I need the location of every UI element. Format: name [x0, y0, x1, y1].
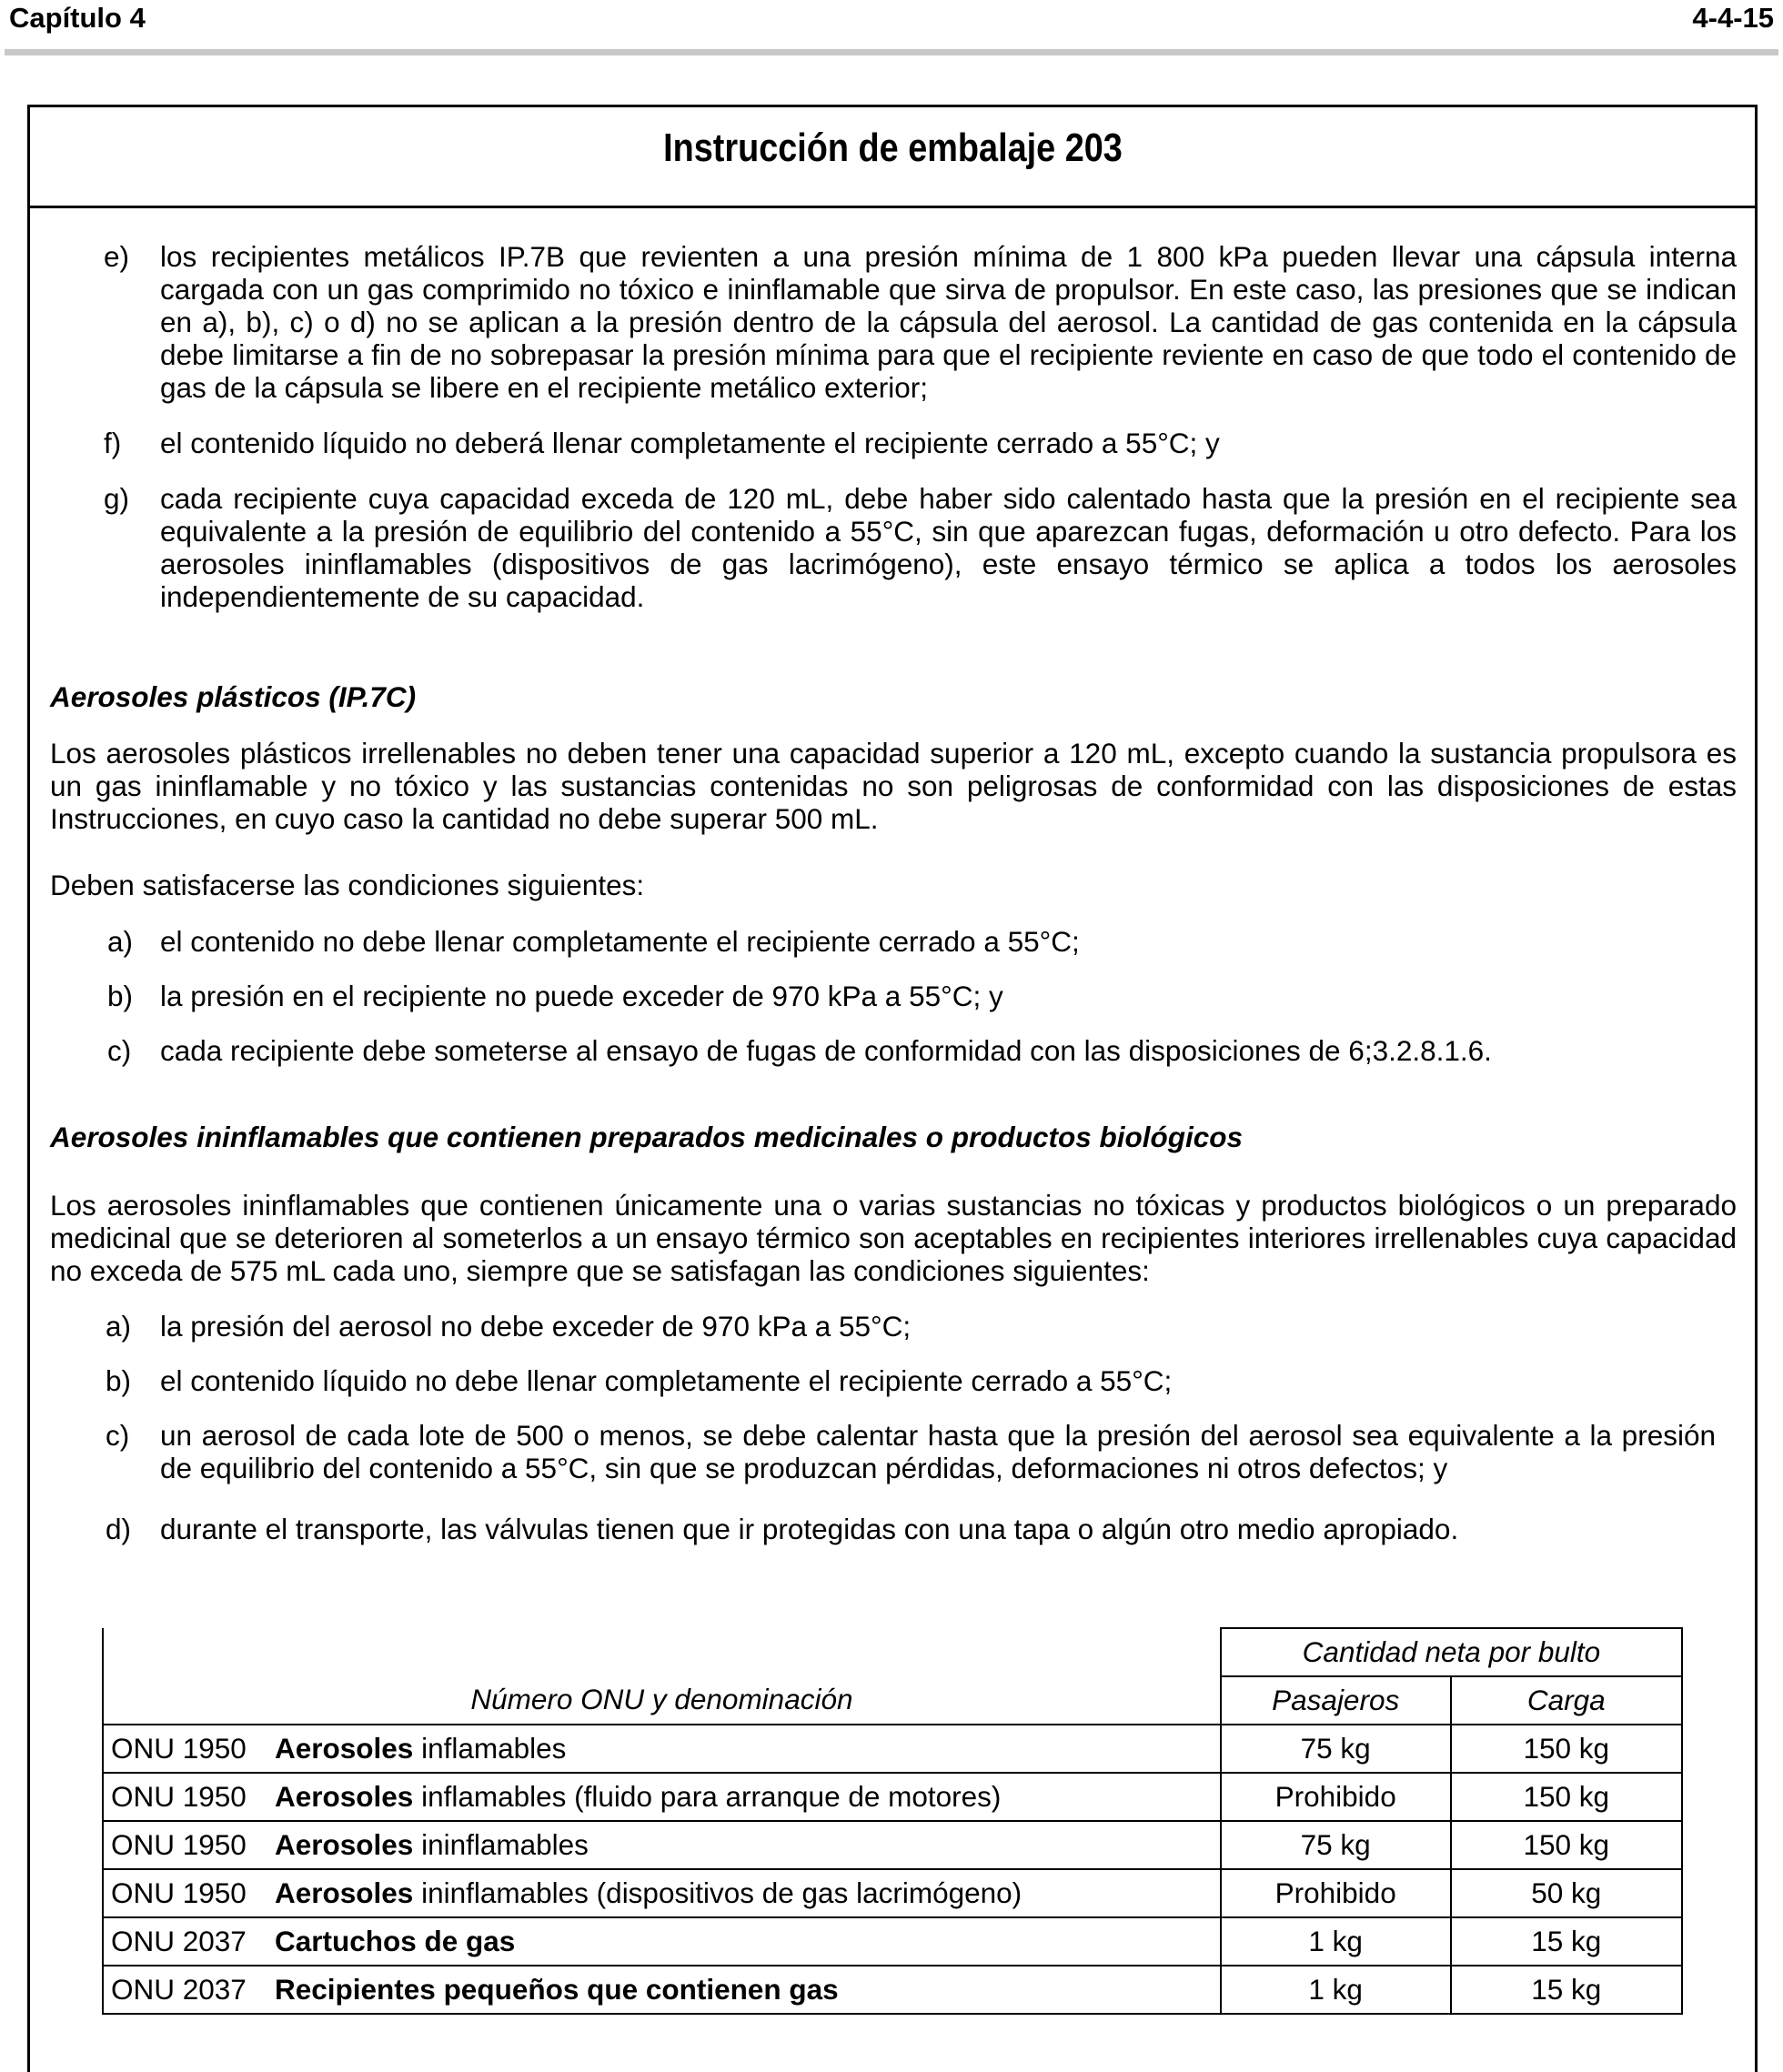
instruction-title: Instrucción de embalaje 203: [662, 126, 1123, 170]
un-number: ONU 2037: [111, 1925, 247, 1957]
table-cell-cargo: 150 kg: [1451, 1821, 1683, 1869]
substance-name: Recipientes pequeños que contienen gas: [275, 1973, 839, 2006]
list-item-text: cada recipiente debe someterse al ensayo de fugas de conformidad con las disposiciones de 6;3.2.8.1.6.: [160, 1034, 1492, 1067]
column-header-cargo: Carga: [1451, 1676, 1683, 1725]
table-row: [103, 1773, 1682, 1821]
un-number: ONU 1950: [111, 1876, 247, 1909]
list-item-text: un aerosol de cada lote de 500 o menos, se debe calentar hasta que la presión del aerosol sea equivalente a la presión de equilibrio del contenido a 55°C, sin que se produzcan pérdidas, deformaciones ni otros defectos; y: [160, 1419, 1716, 1484]
list-item-label: e): [104, 240, 130, 273]
section-heading: Aerosoles plásticos (IP.7C): [50, 680, 417, 713]
table-cell-cargo: 15 kg: [1451, 1966, 1683, 2014]
list-item-text: el contenido líquido no deberá llenar completamente el recipiente cerrado a 55°C; y: [160, 427, 1220, 459]
list-item-label: f): [104, 427, 122, 459]
quantity-table: [102, 1627, 1683, 2015]
list-item-label: c): [107, 1034, 132, 1067]
list-item-label: c): [106, 1419, 130, 1452]
substance-detail: ininflamables: [413, 1828, 589, 1861]
substance-detail: ininflamables (dispositivos de gas lacrimógeno): [413, 1876, 1022, 1909]
table-cell-cargo: 150 kg: [1451, 1725, 1683, 1773]
substance-name: Cartuchos de gas: [275, 1925, 516, 1957]
table-cell-passengers: Prohibido: [1221, 1869, 1451, 1917]
table-cell-name: [103, 1821, 1221, 1869]
table-cell-passengers: 1 kg: [1221, 1917, 1451, 1966]
page-header: [0, 0, 1783, 58]
list-item-label: a): [106, 1310, 132, 1343]
section-heading: Aerosoles ininflamables que contienen preparados medicinales o productos biológicos: [50, 1121, 1244, 1153]
header-rule: [5, 49, 1778, 55]
table-cell-cargo: 150 kg: [1451, 1773, 1683, 1821]
list-item-label: b): [106, 1364, 132, 1397]
list-item-text: el contenido no debe llenar completamente el recipiente cerrado a 55°C;: [160, 925, 1080, 958]
table-cell-passengers: 75 kg: [1221, 1725, 1451, 1773]
list-item-text: la presión en el recipiente no puede exceder de 970 kPa a 55°C; y: [160, 980, 1003, 1012]
column-header-name: Número ONU y denominación: [103, 1628, 1221, 1725]
page-number: 4-4-15: [1692, 2, 1774, 34]
table-cell-cargo: 15 kg: [1451, 1917, 1683, 1966]
substance-name: Aerosoles: [275, 1732, 414, 1765]
paragraph: Los aerosoles plásticos irrellenables no deben tener una capacidad superior a 120 mL, excepto cuando la sustancia propulsora es un gas ininflamable y no tóxico y las sustancias contenidas no son peligrosas de conformidad con las disposiciones de estas Instrucciones, en cuyo caso la cantidad no debe superar 500 mL.: [50, 737, 1737, 835]
table-row: [103, 1821, 1682, 1869]
substance-name: Aerosoles: [275, 1828, 414, 1861]
list-item-text: el contenido líquido no debe llenar completamente el recipiente cerrado a 55°C;: [160, 1364, 1173, 1397]
substance-detail: inflamables (fluido para arranque de motores): [413, 1780, 1002, 1813]
un-number: ONU 2037: [111, 1973, 247, 2006]
list-item-label: d): [106, 1513, 132, 1545]
un-number: ONU 1950: [111, 1828, 247, 1861]
substance-name: Aerosoles: [275, 1780, 414, 1813]
un-number: ONU 1950: [111, 1780, 247, 1813]
list-item-label: g): [104, 482, 130, 515]
table-row: [103, 1869, 1682, 1917]
paragraph: Los aerosoles ininflamables que contienen únicamente una o varias sustancias no tóxicas y productos biológicos o un preparado medicinal que se deterioren al someterlos a un ensayo térmico son aceptables en recipientes interiores irrellenables cuya capacidad no exceda de 575 mL cada uno, siempre que se satisfagan las condiciones siguientes:: [50, 1189, 1737, 1287]
table-row: [103, 1917, 1682, 1966]
table-row: [103, 1725, 1682, 1773]
substance-detail: inflamables: [413, 1732, 567, 1765]
instruction-title-box: [30, 107, 1755, 208]
chapter-label: Capítulo 4: [9, 2, 146, 34]
un-number: ONU 1950: [111, 1732, 247, 1765]
table-cell-passengers: 75 kg: [1221, 1821, 1451, 1869]
paragraph: Deben satisfacerse las condiciones siguientes:: [50, 869, 645, 901]
table-cell-name: [103, 1725, 1221, 1773]
table-cell-passengers: 1 kg: [1221, 1966, 1451, 2014]
column-group-header: Cantidad neta por bulto: [1221, 1628, 1682, 1676]
list-item-text: durante el transporte, las válvulas tienen que ir protegidas con una tapa o algún otro medio apropiado.: [160, 1513, 1459, 1545]
substance-name: Aerosoles: [275, 1876, 414, 1909]
table-cell-name: [103, 1966, 1221, 2014]
list-item-label: a): [107, 925, 134, 958]
table-cell-passengers: Prohibido: [1221, 1773, 1451, 1821]
list-item-text: la presión del aerosol no debe exceder de 970 kPa a 55°C;: [160, 1310, 912, 1343]
table-cell-cargo: 50 kg: [1451, 1869, 1683, 1917]
list-item-text: cada recipiente cuya capacidad exceda de 120 mL, debe haber sido calentado hasta que la presión en el recipiente sea equivalente a la presión de equilibrio del contenido a 55°C, sin que aparezcan fugas, deformación u otro defecto. Para los aerosoles ininflamables (dispositivos de gas lacrimógeno), este ensayo térmico se aplica a todos los aerosoles independientemente de su capacidad.: [160, 482, 1737, 613]
column-header-passengers: Pasajeros: [1221, 1676, 1451, 1725]
list-item-text: los recipientes metálicos IP.7B que revienten a una presión mínima de 1 800 kPa pueden llevar una cápsula interna cargada con un gas comprimido no tóxico e ininflamable que sirva de propulsor. En este caso, las presiones que se indican en a), b), c) o d) no se aplican a la presión dentro de la cápsula del aerosol. La cantidad de gas contenida en la cápsula debe limitarse a fin de no sobrepasar la presión mínima para que el recipiente reviente en caso de que todo el contenido de gas de la cápsula se libere en el recipiente metálico exterior;: [160, 240, 1737, 404]
table-row: [103, 1966, 1682, 2014]
table-cell-name: [103, 1773, 1221, 1821]
table-cell-name: [103, 1869, 1221, 1917]
list-item-label: b): [107, 980, 134, 1012]
table-cell-name: [103, 1917, 1221, 1966]
